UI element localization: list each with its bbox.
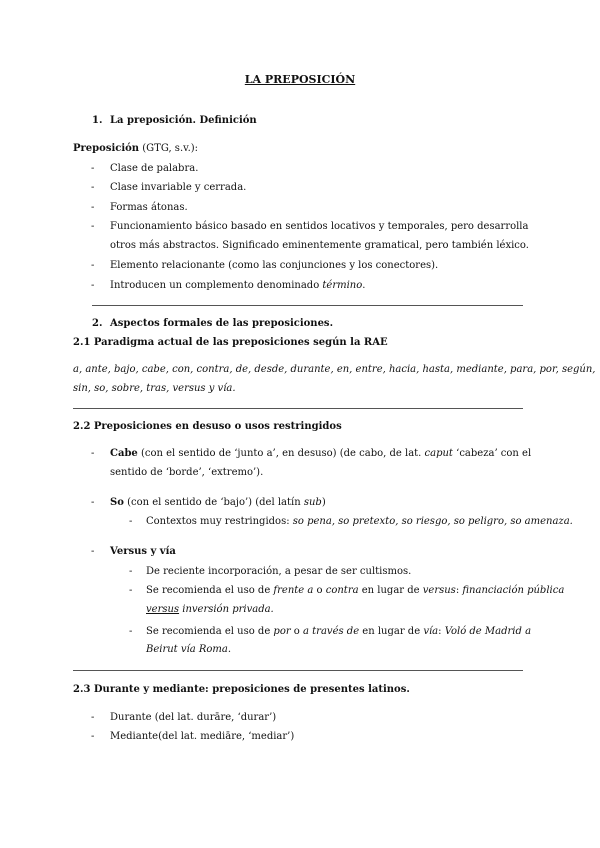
- text: en lugar de: [358, 585, 423, 596]
- cabe-entry-continuation: sentido de ‘borde’, ‘extremo’).: [110, 467, 264, 478]
- bullet-dash: -: [91, 712, 95, 723]
- cabe-text-1: (con el sentido de ‘junto a’, en desuso) (de cabo, de lat.: [137, 448, 425, 459]
- bullet-dash: -: [91, 731, 95, 742]
- bullet-dash: -: [91, 202, 95, 213]
- bullet-dash: -: [129, 516, 133, 527]
- so-sub-label: Contextos muy restringidos:: [146, 516, 293, 527]
- page-title: LA PREPOSICIÓN: [244, 73, 356, 86]
- so-word: So: [110, 497, 124, 508]
- list-item-continuation: otros más abstractos. Significado eminentemente gramatical, pero también léxico.: [110, 240, 529, 251]
- text: financiación pública: [462, 585, 565, 596]
- text: Se recomienda el uso de: [146, 585, 274, 596]
- list-item: Clase de palabra.: [110, 163, 199, 174]
- text: contra: [325, 585, 359, 596]
- text: Se recomienda el uso de: [146, 626, 274, 637]
- preposition-paradigm-line-2: sin, so, sobre, tras, versus y vía.: [73, 383, 236, 394]
- bullet-dash: -: [91, 182, 95, 193]
- list-item: Funcionamiento básico basado en sentidos locativos y temporales, pero desarrolla: [110, 221, 529, 232]
- subsection-2-3-heading: 2.3 Durante y mediante: preposiciones de presentes latinos.: [73, 684, 410, 695]
- cabe-entry: [110, 446, 531, 462]
- text: a través de: [303, 626, 360, 637]
- text: por: [273, 626, 291, 637]
- text: en lugar de: [359, 626, 424, 637]
- bullet-dash: -: [129, 585, 133, 596]
- list-item-end: .: [362, 280, 366, 291]
- versus-via-word: Versus y vía: [110, 546, 176, 557]
- list-item: Elemento relacionante (como las conjunciones y los conectores).: [110, 260, 439, 271]
- list-item: Formas átonas.: [110, 202, 188, 213]
- list-item: Clase invariable y cerrada.: [110, 182, 247, 193]
- text: vía: [423, 626, 439, 637]
- bullet-dash: -: [91, 280, 95, 291]
- section-1-number: 1.: [92, 115, 103, 126]
- section-2-number: 2.: [92, 318, 103, 329]
- definition-line: [73, 141, 198, 157]
- versus-sub-item: De reciente incorporación, a pesar de ser cultismos.: [146, 566, 412, 577]
- bullet-dash: -: [91, 546, 95, 557]
- caput-word: caput: [424, 448, 453, 459]
- sub-word: sub: [303, 497, 322, 508]
- so-entry: [110, 495, 326, 511]
- via-sub-item: [146, 624, 531, 640]
- versus-sub-item: [146, 583, 564, 599]
- bullet-dash: -: [129, 626, 133, 637]
- divider: [92, 305, 523, 306]
- bullet-dash: -: [91, 260, 95, 271]
- versus-sub-item-continuation: [146, 602, 274, 618]
- section-1-heading: La preposición. Definición: [110, 115, 257, 126]
- list-item: Mediante(del lat. mediāre, ‘mediar’): [110, 731, 295, 742]
- cabe-word: Cabe: [110, 448, 138, 459]
- definition-label: Preposición: [73, 143, 140, 154]
- list-item-text: Introducen un complemento denominado: [110, 280, 323, 291]
- so-text-1: (con el sentido de ‘bajo’) (del latín: [123, 497, 304, 508]
- list-item: Durante (del lat. durāre, ‘durar’): [110, 712, 277, 723]
- definition-source: (GTG, s.v.):: [139, 143, 199, 154]
- bullet-dash: -: [91, 497, 95, 508]
- text: :: [455, 585, 463, 596]
- bullet-dash: -: [129, 566, 133, 577]
- text: frente a: [273, 585, 314, 596]
- bullet-dash: -: [91, 163, 95, 174]
- subsection-2-2-heading: 2.2 Preposiciones en desuso o usos restringidos: [73, 421, 342, 432]
- via-sub-item-continuation: Beirut vía Roma.: [146, 644, 232, 655]
- subsection-2-1-heading: 2.1 Paradigma actual de las preposiciones según la RAE: [73, 337, 388, 348]
- divider: [73, 670, 523, 671]
- text: :: [438, 626, 445, 637]
- bullet-dash: -: [91, 221, 95, 232]
- preposition-paradigm-line-1: a, ante, bajo, cabe, con, contra, de, desde, durante, en, entre, hacia, hasta, mediante, para, por, según,: [73, 364, 596, 375]
- bullet-dash: -: [91, 448, 95, 459]
- text: Voló de Madrid a: [444, 626, 532, 637]
- text: o: [290, 626, 304, 637]
- so-sub-item: [146, 514, 573, 530]
- divider: [73, 408, 523, 409]
- text: inversión privada.: [179, 604, 274, 615]
- underlined-versus: versus: [146, 604, 180, 615]
- text: versus: [422, 585, 456, 596]
- so-examples: so pena, so pretexto, so riesgo, so peligro, so amenaza.: [292, 516, 573, 527]
- so-text-2: ): [321, 497, 326, 508]
- section-2-heading: Aspectos formales de las preposiciones.: [110, 318, 334, 329]
- cabe-text-2: ‘cabeza’ con el: [452, 448, 532, 459]
- list-item: [110, 278, 365, 294]
- termino-word: término: [322, 280, 363, 291]
- text: o: [313, 585, 326, 596]
